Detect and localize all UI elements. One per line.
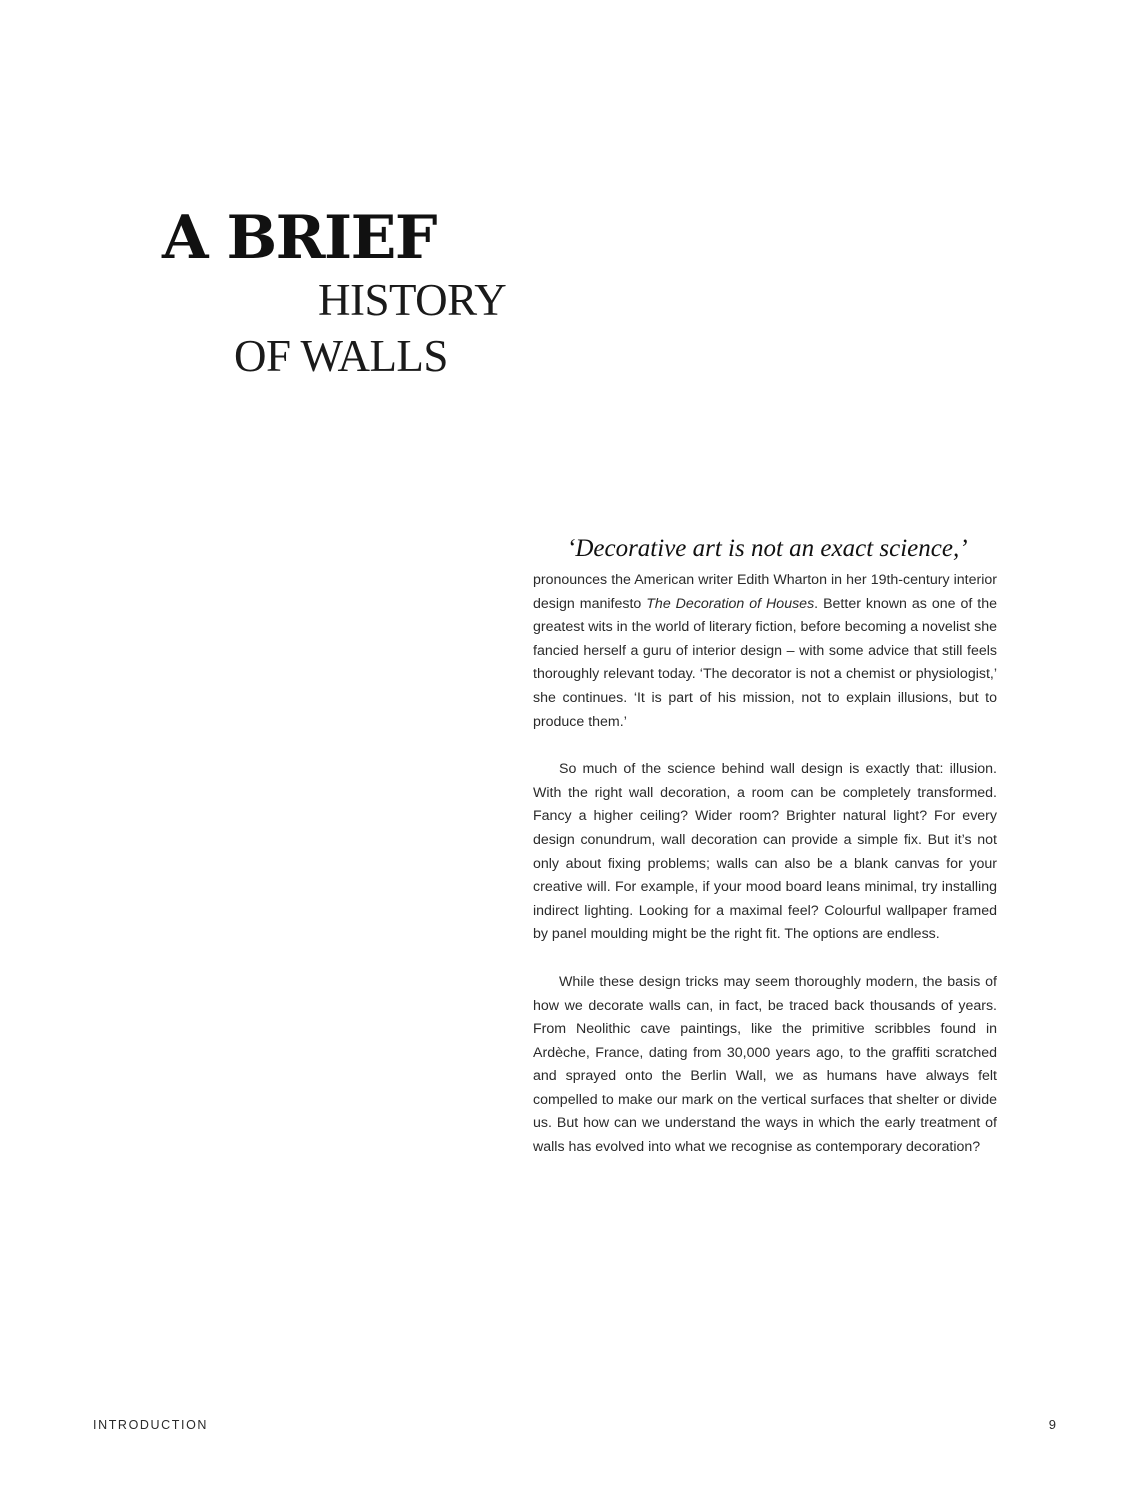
title-line-2: HISTORY bbox=[318, 275, 507, 325]
paragraph-3: While these design tricks may seem thoroughly modern, the basis of how we decorate walls can, in fact, be traced back thousands of years. From Neolithic cave paintings, like the primitive scribbles found in Ardèche, France, dating from 30,000 years ago, to the graffiti scratched and sprayed onto the Berlin Wall, we as humans have always felt compelled to make our mark on the vertical surfaces that shelter or divide us. But how can we understand the ways in which the early treatment of walls has evolved into what we recognise as contemporary decoration? bbox=[533, 973, 997, 1156]
paragraph-1-part-1: pronounces the American writer Edith Wharton in her 19th-century interior design manifesto bbox=[533, 572, 997, 612]
running-footer-section: INTRODUCTION bbox=[93, 1418, 209, 1432]
paragraph-1 bbox=[533, 569, 997, 734]
paragraph-2: So much of the science behind wall design is exactly that: illusion. With the right wall decoration, a room can be completely transformed. Fancy a higher ceiling? Wider room? Brighter natural light? For every design conundrum, wall decoration can provide a simple fix. But it’s not only about fixing problems; walls can also be a blank canvas for your creative will. For example, if your mood board leans minimal, try installing indirect lighting. Looking for a maximal feel? Colourful wallpaper framed by panel moulding might be the right fit. The options are endless. bbox=[533, 761, 997, 943]
page-number: 9 bbox=[1048, 1417, 1056, 1432]
body-text bbox=[533, 533, 997, 1184]
paragraph-1-part-2: . Better known as one of the greatest wits in the world of literary fiction, before becoming a novelist she fancied herself a guru of interior design – with some advice that still feels thoroughly relevant today. ‘The decorator is not a chemist or physiologist,’ she continues. ‘It is part of his mission, not to explain illusions, but to produce them.’ bbox=[533, 595, 997, 730]
title-line-1: A BRIEF bbox=[162, 203, 436, 273]
book-title: The Decoration of Houses bbox=[646, 595, 815, 612]
pull-quote: ‘Decorative art is not an exact science,’ bbox=[567, 535, 968, 562]
title-line-3: OF WALLS bbox=[234, 331, 448, 381]
